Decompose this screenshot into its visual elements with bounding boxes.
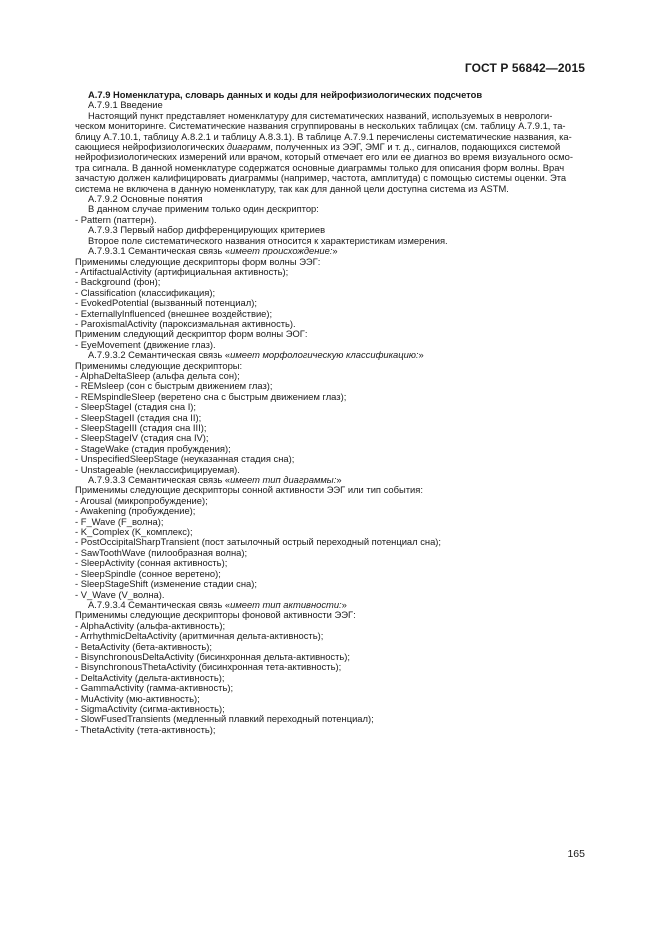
- list-item: - SleepStageShift (изменение стадии сна);: [75, 578, 257, 590]
- list-item: - Background (фон);: [75, 276, 161, 288]
- intro-line: блицу А.7.10.1, таблицу А.8.2.1 и таблицу А.8.3.1). В таблице А.7.9.1 перечислены систематические названия, ка-: [75, 130, 572, 142]
- intro-italic-term: диаграмм: [226, 141, 271, 153]
- intro-line: система не включена в данную номенклатуру, так как для данной цели доступна система из ASTM.: [75, 182, 509, 194]
- list-item: - Pattern (паттерн).: [75, 213, 157, 225]
- basic-line: В данном случае применим только один дескриптор:: [88, 203, 319, 215]
- list-item: - Unstageable (неклассифицируемая).: [75, 463, 240, 475]
- list-item: - StageWake (стадия пробуждения);: [75, 442, 231, 454]
- page-body: [75, 90, 586, 735]
- apply-line: Применимы следующие дескрипторы форм волны ЭЭГ:: [75, 255, 321, 267]
- intro-line: зачастую должен калифицировать диаграммы (например, частота, амплитуда) с помощью системы оценки. Эта: [75, 172, 567, 184]
- list-item: - SlowFusedTransients (медленный плавкий переходный потенциал);: [75, 713, 374, 725]
- list-item: - REMspindleSleep (веретено сна с быстрым движением глаз);: [75, 390, 347, 402]
- list-item: - UnspecifiedSleepStage (неуказанная стадия сна);: [75, 453, 295, 465]
- list-item: - ThetaActivity (тета-активность);: [75, 723, 216, 735]
- list-item: - SleepStageIII (стадия сна III);: [75, 422, 207, 433]
- list-item: - SigmaActivity (сигма-активность);: [75, 702, 225, 714]
- list-item: - Classification (классификация);: [75, 286, 216, 298]
- apply-line: Применимы следующие дескрипторы фоновой активности ЭЭГ:: [75, 609, 356, 621]
- list-item: - AlphaActivity (альфа-активность);: [75, 619, 226, 631]
- intro-line: ческом мониторинге. Систематические названия сгруппированы в нескольких таблицах (см. таблицу А.7.9.1, та-: [75, 120, 566, 132]
- list-item: - ExternallyInfluenced (внешнее воздействие);: [75, 307, 273, 319]
- list-item: - AlphaDeltaSleep (альфа дельта сон);: [75, 369, 240, 381]
- apply-line: Применимы следующие дескрипторы сонной активности ЭЭГ или тип события:: [75, 484, 423, 496]
- list-item: - MuActivity (мю-активность);: [75, 692, 200, 704]
- list-item: - SleepStageIV (стадия сна IV);: [75, 432, 209, 444]
- list-item: - ArtifactualActivity (артифициальная активность);: [75, 265, 289, 277]
- subsection-heading: A.7.9.3.3 Семантическая связь «имеет тип диаграммы:»: [88, 474, 342, 486]
- list-item: - K_Complex (K_комплекс);: [75, 526, 193, 538]
- descriptor-list: [75, 496, 586, 600]
- descriptor-list: [75, 621, 586, 735]
- intro-line: нейрофизиологических измерений или врачом, который отмечает его или ее диагноз во время визуального осмо-: [75, 151, 574, 163]
- list-item: - GammaActivity (гамма-активность);: [75, 682, 234, 694]
- list-item: - SawToothWave (пилообразная волна);: [75, 546, 248, 558]
- apply-line: Применимы следующие дескрипторы:: [75, 359, 243, 371]
- list-item: - SleepStageII (стадия сна II);: [75, 411, 202, 423]
- basic-heading: A.7.9.2 Основные понятия: [88, 193, 203, 205]
- list-item: - V_Wave (V_волна).: [75, 588, 165, 600]
- intro-line: Настоящий пункт представляет номенклатуру для систематических названий, используемых в неврологи-: [88, 109, 553, 121]
- list-item: - Awakening (пробуждение);: [75, 505, 196, 517]
- subsection-heading: A.7.9.3.4 Семантическая связь «имеет тип активности:»: [88, 598, 347, 610]
- criteria-heading: A.7.9.3 Первый набор дифференцирующих критериев: [88, 224, 326, 236]
- apply-line: Применим следующий дескриптор форм волны ЭОГ:: [75, 328, 308, 340]
- list-item: - SleepStageI (стадия сна I);: [75, 401, 197, 413]
- descriptor-list: [75, 267, 586, 329]
- intro-line-start: сающиеся нейрофизиологических: [75, 141, 227, 153]
- page-number: 165: [567, 848, 585, 860]
- list-item: - BetaActivity (бета-активность);: [75, 640, 213, 652]
- subsection-heading: A.7.9.3.2 Семантическая связь «имеет морфологическую классификацию:»: [88, 349, 424, 361]
- descriptor-list: [75, 371, 586, 475]
- subsection-heading: A.7.9.3.1 Семантическая связь «имеет происхождение:»: [88, 245, 338, 257]
- list-item: - ParoxismalActivity (пароксизмальная активность).: [75, 317, 296, 329]
- list-item: - BisynchronousDeltaActivity (бисинхронная дельта-активность);: [75, 650, 351, 662]
- list-item: - ArrhythmicDeltaActivity (аритмичная дельта-активность);: [75, 630, 324, 642]
- list-item: - Arousal (микропробуждение);: [75, 494, 208, 506]
- list-item: - F_Wave (F_волна);: [75, 515, 164, 527]
- list-item: - REMsleep (сон с быстрым движением глаз);: [75, 380, 273, 392]
- criteria-line: Второе поле систематического названия относится к характеристикам измерения.: [88, 234, 448, 246]
- section-title: A.7.9 Номенклатура, словарь данных и коды для нейрофизиологических подсчетов: [88, 89, 483, 100]
- intro-line-end: , полученных из ЭЭГ, ЭМГ и т. д., сигналов, подающихся системой: [270, 141, 561, 153]
- intro-line: тра сигнала. В данной номенклатуре содержатся основные диаграммы только для описания форм волны. Врач: [75, 161, 565, 173]
- list-item: - DeltaActivity (дельта-активность);: [75, 671, 225, 683]
- list-item: - PostOccipitalSharpTransient (пост затылочный острый переходный потенциал сна);: [75, 536, 442, 548]
- list-item: - BisynchronousThetaActivity (бисинхронная тета-активность);: [75, 661, 342, 673]
- list-item: - SleepSpindle (сонное веретено);: [75, 567, 221, 579]
- list-item: - EvokedPotential (вызванный потенциал);: [75, 297, 257, 309]
- list-item: - EyeMovement (движение глаз).: [75, 338, 216, 350]
- list-item: - SleepActivity (сонная активность);: [75, 557, 228, 569]
- document-id: ГОСТ Р 56842—2015: [464, 61, 585, 75]
- intro-heading: A.7.9.1 Введение: [88, 99, 163, 111]
